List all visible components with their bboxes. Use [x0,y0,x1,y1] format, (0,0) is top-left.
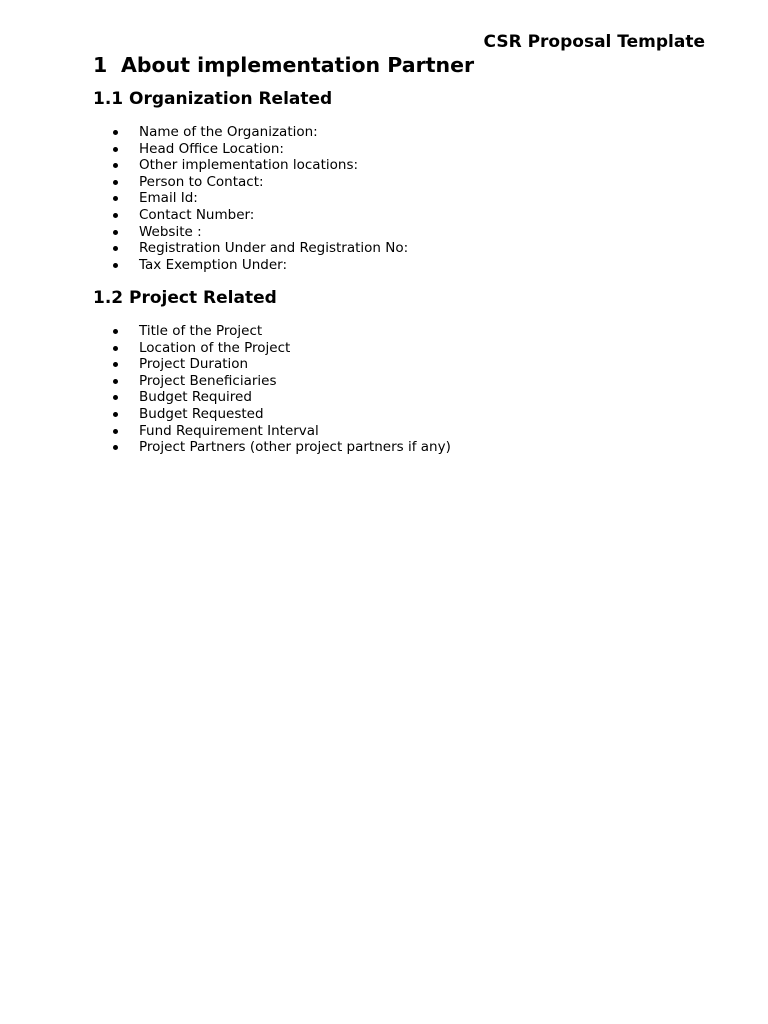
bullet-icon [113,147,118,152]
bullet-icon [113,196,118,201]
list-item-text: Project Duration [139,356,249,373]
list-item-text: Name of the Organization: [139,124,318,140]
bullet-icon [113,346,118,351]
list-item-text: Email Id: [139,190,198,207]
bullet-icon [113,362,118,367]
bullet-icon [113,412,118,417]
bullet-icon [113,379,118,384]
subsection-heading-project: 1.2 Project Related [93,288,277,308]
bullet-icon [113,395,118,400]
bullet-icon [113,246,118,251]
document-header-title: CSR Proposal Template [483,32,705,52]
section-title: About implementation Partner [121,53,475,77]
list-item-text: Budget Required [139,389,252,406]
list-item-text: Contact Number: [139,206,255,223]
bullet-icon [113,163,118,168]
list-item-text: Tax Exemption Under: [139,256,288,273]
list-item-text: Other implementation locations: [139,157,359,174]
subsection-heading-organization: 1.1 Organization Related [93,89,333,109]
bullet-icon [113,263,118,268]
list-item-text: Project Partners (other project partners if any) [139,439,451,456]
bullet-icon [113,130,118,135]
list-item-text: Website : [139,223,202,240]
list-item-text: Registration Under and Registration No: [139,240,409,257]
section-number: 1 [93,53,108,77]
bullet-icon [113,180,118,185]
bullet-icon [113,445,118,450]
bullet-icon [113,230,118,235]
bullet-icon [113,329,118,334]
list-item-text: Title of the Project [139,323,263,339]
bullet-icon [113,213,118,218]
list-item-text: Head Office Location: [139,140,284,157]
section-heading-1 [93,52,474,78]
bullet-icon [113,429,118,434]
list-item-text: Project Beneficiaries [139,372,277,389]
list-item-text: Person to Contact: [139,173,264,190]
list-item-text: Fund Requirement Interval [139,422,319,439]
list-item-text: Location of the Project [139,339,291,356]
list-item-text: Budget Requested [139,405,264,422]
